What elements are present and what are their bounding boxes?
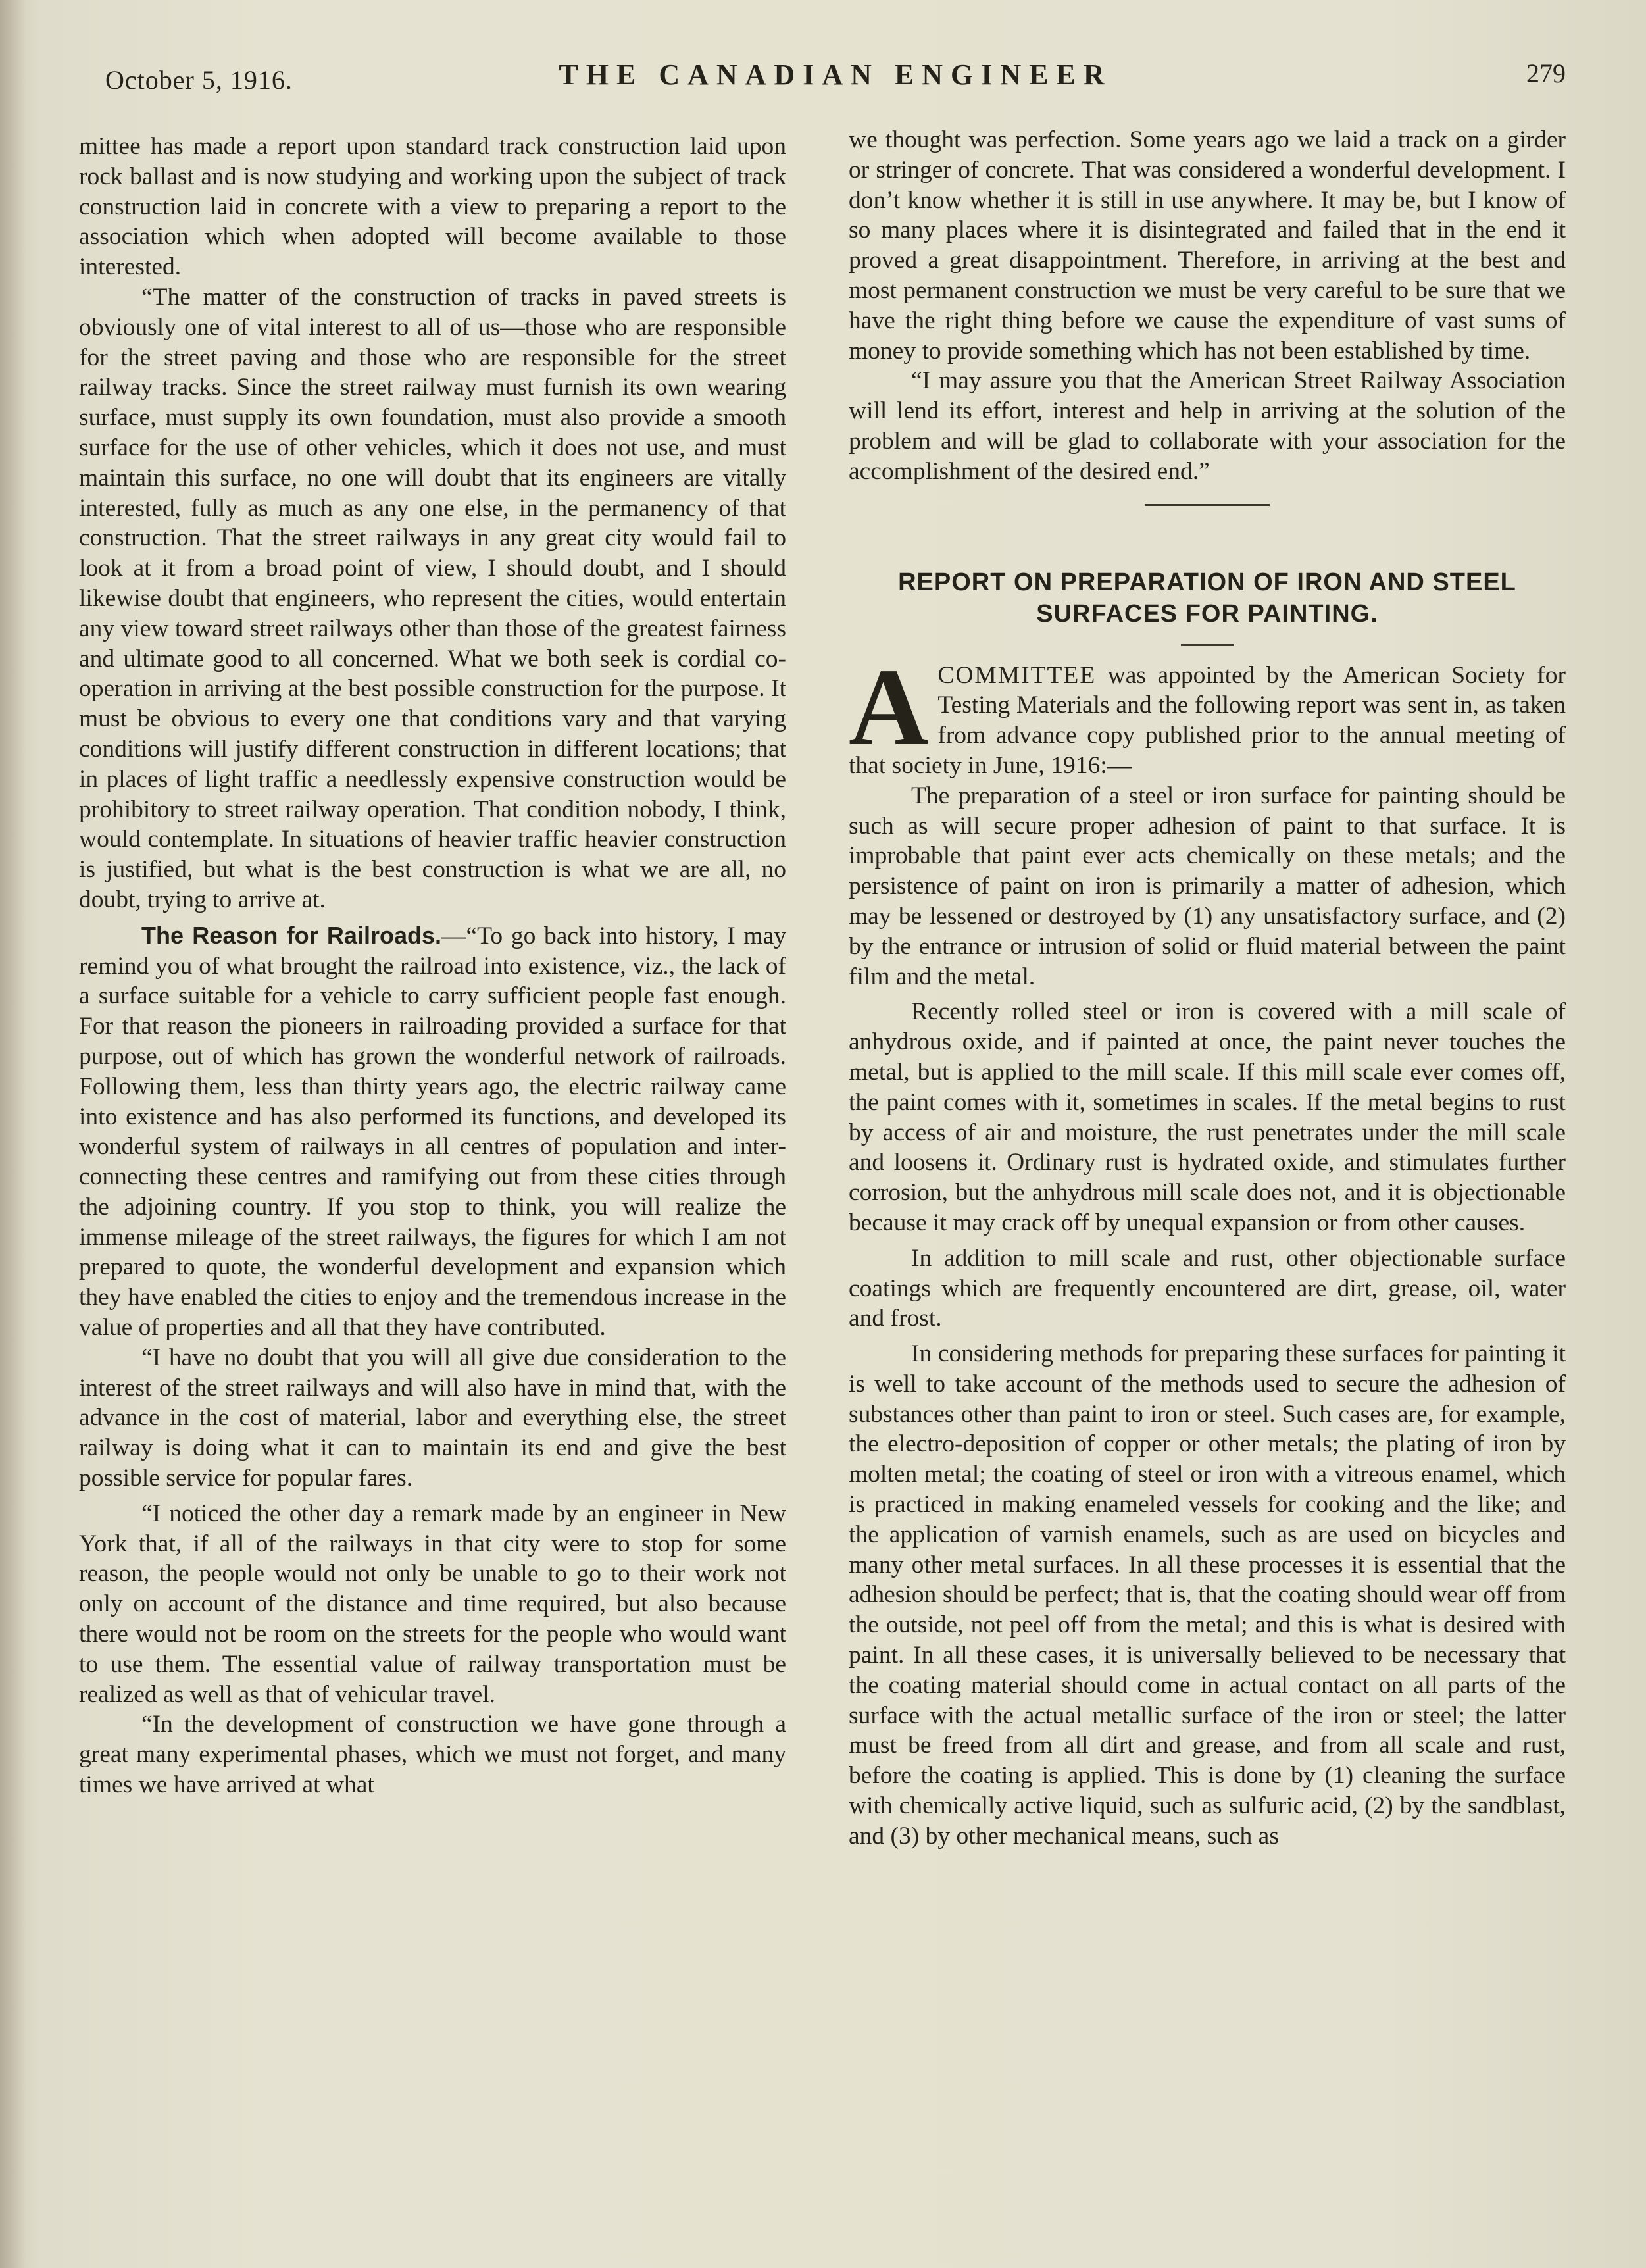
left-paragraph-2: “The matter of the construction of tracks in paved streets is obviously one of vital interest to all of us—those who are responsible for the street paving and those who are responsible for the street railway tracks. Since the street railway must furnish its own wearing surface, must supply its own foundation, must also provide a smooth surface for the use of other vehicles, which it does not use, and must maintain this surface, no one will doubt that its engineers are vitally interested, fully as much as any one else, in the permanency of that construction. That the street railways in any great city would fail to look at it from a broad point of view, I should doubt, and I should likewise doubt that engineers, who represent the cities, would entertain any view toward street railways other than those of the greatest fairness and ultimate good to all concerned. What we both seek is cordial co-operation in arriving at the best possible construction for the purpose. It must be obvious to every one that conditions vary and that varying conditions will justify different construction in different locations; that in places of light traffic a needlessly expensive construction would be prohibitory to street railway operation. That condition nobody, I think, would contemplate. In situations of heavier traffic heavier construction is justified, but what is the best construction is what we are all, no doubt, trying to arrive at. bbox=[79, 283, 786, 913]
right-paragraph-3: The preparation of a steel or iron surface for painting should be such as will secure proper adhesion of paint to that surface. It is improbable that paint ever acts chemically on these metals; and the persistence of paint on iron is primarily a matter of adhesion, which may be lessened or destroyed by (1) any unsatisfactory surface, and (2) by the entrance or intrusion of solid or fluid material between the paint film and the metal. bbox=[849, 782, 1566, 990]
right-paragraph-4: Recently rolled steel or iron is covered with a mill scale of anhydrous oxide, and if painted at once, the paint never touches the metal, but is applied to the mill scale. If this mill scale ever comes off, the paint comes with it, sometimes in scales. If the metal begins to rust by access of air and moisture, the rust penetrates under the mill scale and loosens it. Ordinary rust is hydrated oxide, and stimulates further corrosion, but the anhydrous mill scale does not, and it is objectionable because it may crack off by unequal expansion or from other causes. bbox=[849, 998, 1566, 1236]
right-paragraph-5: In addition to mill scale and rust, other objectionable surface coatings which are frequently encountered are dirt, grease, oil, water and frost. bbox=[849, 1244, 1566, 1332]
left-paragraph-5: “I noticed the other day a remark made by an engineer in New York that, if all of the railways in that city were to stop for some reason, the people would not only be unable to go to their work not only on account of the distance and time required, but also because there would not be room on the streets for the people who would want to use them. The essential value of railway transportation must be realized as well as that of vehicular travel. bbox=[79, 1499, 786, 1708]
article-title-line-2: SURFACES FOR PAINTING. bbox=[1036, 599, 1378, 628]
left-paragraph-3-text: —“To go back into history, I may remind you of what brought the railroad into existence, viz., the lack of a surface suitable for a vehicle to carry sufficient people fast enough. For that reason the pioneers in railroading provided a surface for that purpose, out of which has grown the wonderful network of railroads. Following them, less than thirty years ago, the electric railway came into existence and has also performed its functions, and developed its wonderful system of railways in all centres of population and inter-connecting these centres and ramifying out from these cities through the adjoining country. If you stop to think, you will realize the immense mileage of the street railways, the figures for which I am not prepared to quote, the wonderful development and expansion which they have enabled the cities to enjoy and the tremendous increase in the value of properties and all that they have contributed. bbox=[79, 922, 786, 1342]
lead-small-caps: COMMITTEE bbox=[937, 661, 1097, 689]
left-paragraph-1: mittee has made a report upon standard track construction laid upon rock ballast and is now studying and working upon the subject of track construction laid in concrete with a view to preparing a report to the association which when adopted will become available to those interested. bbox=[79, 133, 786, 281]
header-date: October 5, 1916. bbox=[105, 65, 293, 95]
right-column bbox=[849, 125, 1566, 1852]
right-paragraph-1: we thought was perfection. Some years ago we laid a track on a girder or stringer of concrete. That was considered a wonderful development. I don’t know whether it is still in use anywhere. It may be, but I know of so many places where it is disintegrated and failed that in the end it proved a great disappointment. Therefore, in arriving at the best and most permanent construction we must be very careful to be sure that we have the right thing before we cause the expenditure of vast sums of money to provide something which has not been established by time. bbox=[849, 126, 1566, 365]
running-header bbox=[105, 58, 1566, 104]
article-title-line-1: REPORT ON PREPARATION OF IRON AND STEEL bbox=[898, 568, 1516, 596]
header-page-number: 279 bbox=[1526, 59, 1566, 88]
left-paragraph-4: “I have no doubt that you will all give due consideration to the interest of the street railways and will also have in mind that, with the advance in the cost of material, labor and everything else, the street railway is doing what it can to maintain its end and give the best possible service for popular fares. bbox=[79, 1344, 786, 1492]
header-journal-title: THE CANADIAN ENGINEER bbox=[559, 59, 1112, 91]
drop-cap: A bbox=[849, 645, 929, 769]
left-paragraph-6: “In the development of construction we have gone through a great many experimental phases, which we must not forget, and many times we have arrived at what bbox=[79, 1711, 786, 1799]
article-title bbox=[849, 567, 1566, 630]
section-divider bbox=[1145, 504, 1270, 506]
article-lead-paragraph bbox=[849, 645, 1566, 781]
lead-text: was appointed by the American Society for Testing Materials and the following report was sent in, as taken from advance copy published prior to the annual meeting of that society in June, 1916:— bbox=[849, 661, 1566, 779]
right-paragraph-6: In considering methods for preparing these surfaces for painting it is well to take account of the methods used to secure the adhesion of substances other than paint to iron or steel. Such cases are, for example, the electro-deposition of copper or other metals; the plating of iron by molten metal; the coating of steel or iron with a vitreous enamel, which is practiced in making enameled vessels for cooking and the like; and the application of varnish enamels, such as are used on bicycles and many other metal surfaces. In all these processes it is essential that the adhesion should be perfect; that is, that the coating should wear off from the outside, not peel off from the metal; and this is what is desired with paint. In all these cases, it is universally believed to be necessary that the coating material should come in actual contact on all parts of the surface with the actual metallic surface of the iron or steel; the latter must be freed from all dirt and grease, and from all scale and rust, before the coating is applied. This is done by (1) cleaning the surface with chemically active liquid, such as sulfuric acid, (2) by the sandblast, and (3) by other mechanical means, such as bbox=[849, 1340, 1566, 1850]
section-heading-reason-for-railroads: The Reason for Railroads. bbox=[141, 921, 441, 949]
title-rule bbox=[1181, 644, 1234, 646]
binding-shadow bbox=[0, 0, 26, 2268]
left-paragraph-3 bbox=[79, 920, 786, 1343]
left-column bbox=[79, 132, 786, 1800]
right-paragraph-2: “I may assure you that the American Street Railway Association will lend its effort, interest and help in arriving at the solution of the problem and will be glad to collaborate with your association for the accomplishment of the desired end.” bbox=[849, 367, 1566, 485]
